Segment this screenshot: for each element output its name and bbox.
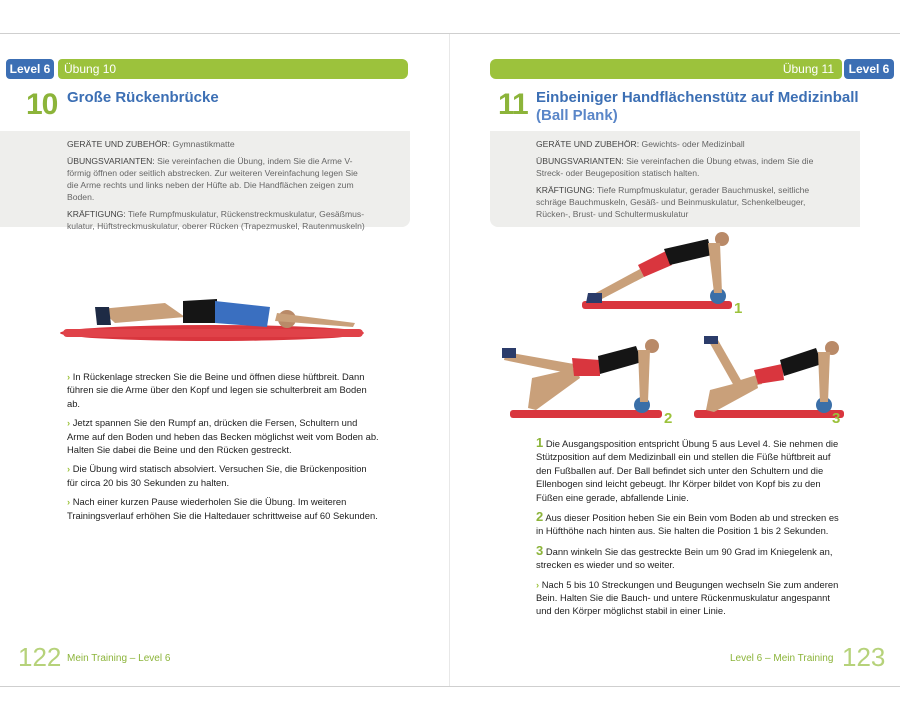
info-box: [0, 131, 410, 231]
instructions: [536, 436, 846, 624]
running-head: Mein Training – Level 6: [67, 653, 171, 664]
photo-plank-1: [580, 229, 743, 319]
info-strength: KRÄFTIGUNG: Tiefe Rumpfmuskulatur, gerader Bauchmuskel, seitliche schräge Bauchmuskeln, Gesäß- und Beinmuskulatur, Schenkelbeuger, Rücken-, Brust- und Schultermuskulatur: [536, 185, 810, 219]
info-variants: ÜBUNGSVARIANTEN: Sie vereinfachen die Übung, indem Sie die Arme V-förmig öffnen oder seitlich abstrecken. Zur weiteren Vereinfachung legen Sie die Arme rechts und links neben der Hüfte ab. Die Handflächen zeigen zum Boden.: [67, 156, 358, 202]
exercise-number: 10: [26, 88, 58, 121]
photo-plank-2: [502, 334, 672, 426]
info-box: [490, 131, 860, 227]
instructions: [67, 370, 379, 528]
info-equipment: GERÄTE UND ZUBEHÖR: Gymnastikmatte: [67, 139, 235, 149]
photo-plank-3: [690, 334, 850, 426]
photo-label: 2: [664, 410, 673, 427]
step: 2 Aus dieser Position heben Sie ein Bein vom Boden ab und strecken es in Hüfthöhe nach hinten aus. Sie halten die Position 1 bis 2 Sekunden.: [536, 509, 839, 537]
step: › Jetzt spannen Sie den Rumpf an, drücken die Fersen, Schultern und Arme auf den Boden und heben das Becken möglichst weit vom Boden ab. Halten Sie dabei die Beine und den Rücken gestreckt.: [67, 417, 379, 456]
level-tab: Level 6: [844, 59, 894, 79]
info-strength: KRÄFTIGUNG: Tiefe Rumpfmuskulatur, Rückenstreckmuskulatur, Gesäßmus-kulatur, Hüftstreckmuskulatur, oberer Rücken (Trapezmuskel, Rautenmuskeln): [67, 209, 365, 231]
page-number: 122: [18, 642, 62, 672]
running-head: Level 6 – Mein Training: [730, 653, 834, 664]
exercise-number: 11: [498, 88, 528, 121]
page-number: 123: [842, 642, 886, 672]
info-equipment: GERÄTE UND ZUBEHÖR: Gewichts- oder Medizinball: [536, 139, 745, 149]
left-page: [0, 34, 450, 686]
exercise-tab: Übung 10: [58, 59, 408, 79]
step: 1 Die Ausgangsposition entspricht Übung 5 aus Level 4. Sie nehmen die Stützposition auf dem Medizinball ein und stellen die Füße hüftbreit auf den Fußballen auf. Der Ball befindet sich unter den Schultern und die Ellenbogen sind leicht gebeugt. Ihr Körper bildet von Kopf bis zu den Füßen eine gerade, abfallende Linie.: [536, 435, 839, 503]
exercise-subtitle: (Ball Plank): [536, 107, 618, 124]
step: › Nach einer kurzen Pause wiederholen Sie die Übung. Im weiteren Trainingsverlauf erhöhen Sie die Haltedauer schrittweise auf 60 Sekunden.: [67, 496, 378, 521]
exercise-title: Einbeiniger Handflächenstütz auf Medizinball (Ball Plank): [536, 89, 859, 124]
photo-label: 1: [734, 300, 743, 317]
book-spread: [0, 33, 900, 687]
exercise-title: Große Rückenbrücke: [67, 89, 219, 106]
info-variants: ÜBUNGSVARIANTEN: Sie vereinfachen die Übung etwas, indem Sie die Streck- oder Beugeposition statisch halten.: [536, 156, 814, 178]
photo-back-bridge: [55, 289, 375, 349]
step: › Die Übung wird statisch absolviert. Versuchen Sie, die Brückenposition für circa 20 bis 30 Sekunden zu halten.: [67, 463, 367, 488]
exercise-tab: Übung 11: [490, 59, 842, 79]
step: 3 Dann winkeln Sie das gestreckte Bein um 90 Grad im Kniegelenk an, strecken es wieder und so weiter.: [536, 542, 833, 571]
level-tab: Level 6: [6, 59, 54, 79]
step: › Nach 5 bis 10 Streckungen und Beugungen wechseln Sie zum anderen Bein. Halten Sie die Bauch- und untere Rückenmuskulatur angespannt und den Körper möglichst stabil in einer Linie.: [536, 578, 839, 617]
photo-label: 3: [832, 410, 841, 427]
right-page: [450, 34, 900, 686]
step: › In Rückenlage strecken Sie die Beine und öffnen diese hüftbreit. Dann führen sie die Arme über den Kopf und legen sie schulterbreit am Boden ab.: [67, 371, 367, 409]
